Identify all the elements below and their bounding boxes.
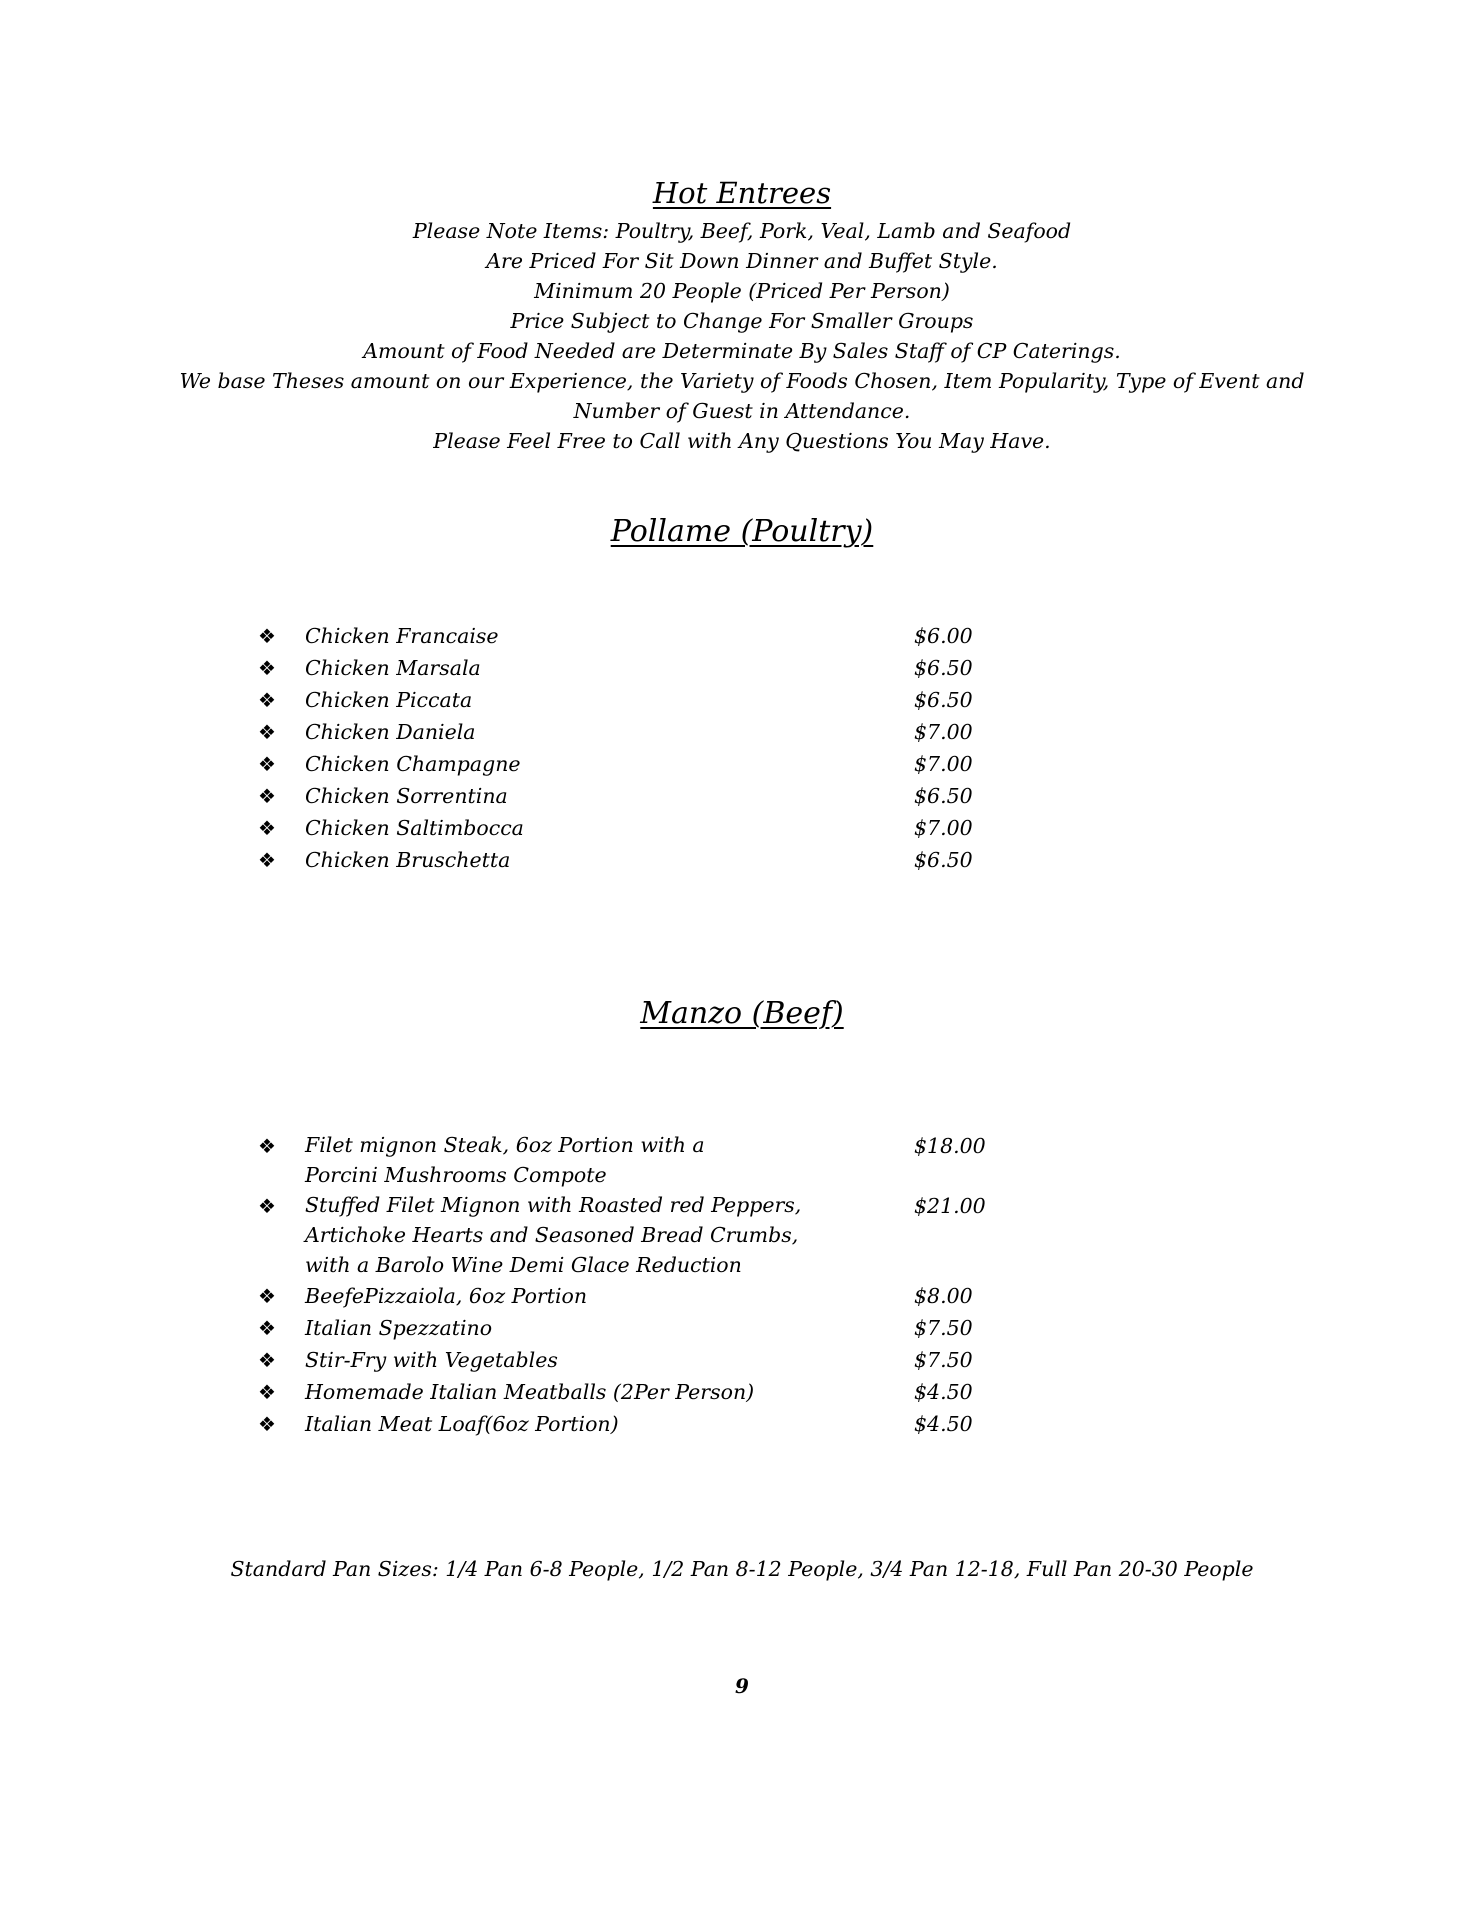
item-price: $4.50	[914, 1412, 973, 1436]
item-price: $7.00	[914, 720, 973, 744]
diamond-bullet-icon: ❖	[258, 784, 276, 808]
list-item	[0, 1280, 1484, 1312]
list-item	[0, 652, 1484, 684]
item-name: Chicken Champagne	[305, 752, 521, 776]
note-line: Please Note Items: Poultry, Beef, Pork, Veal, Lamb and Seafood	[412, 219, 1072, 243]
diamond-bullet-icon: ❖	[258, 1316, 276, 1340]
poultry-section-title: Pollame (Poultry)	[610, 514, 874, 549]
item-price: $18.00	[914, 1134, 986, 1158]
list-item	[0, 1312, 1484, 1344]
item-price: $7.50	[914, 1348, 973, 1372]
diamond-bullet-icon: ❖	[258, 1412, 276, 1436]
diamond-bullet-icon: ❖	[258, 816, 276, 840]
list-item	[0, 1344, 1484, 1376]
diamond-bullet-icon: ❖	[258, 752, 276, 776]
item-price: $6.50	[914, 688, 973, 712]
page-title: Hot Entrees	[652, 176, 832, 210]
diamond-bullet-icon: ❖	[258, 624, 276, 648]
diamond-bullet-icon: ❖	[258, 1194, 276, 1218]
item-name-line: Stuffed Filet Mignon with Roasted red Peppers,	[305, 1193, 802, 1217]
list-item	[0, 844, 1484, 876]
list-item	[0, 1190, 1484, 1280]
item-name: Chicken Bruschetta	[305, 848, 511, 872]
list-item	[0, 684, 1484, 716]
beef-list	[0, 1130, 1484, 1440]
diamond-bullet-icon: ❖	[258, 688, 276, 712]
item-name: Chicken Piccata	[305, 688, 473, 712]
note-line: Number of Guest in Attendance.	[573, 399, 911, 423]
diamond-bullet-icon: ❖	[258, 1348, 276, 1372]
poultry-list	[0, 620, 1484, 876]
item-price: $7.00	[914, 816, 973, 840]
item-name-line: Filet mignon Steak, 6oz Portion with a	[305, 1133, 705, 1157]
item-price: $6.50	[914, 784, 973, 808]
list-item	[0, 716, 1484, 748]
item-name: Chicken Saltimbocca	[305, 816, 524, 840]
beef-section-title: Manzo (Beef)	[640, 996, 844, 1031]
page-number: 9	[735, 1674, 749, 1698]
list-item	[0, 1376, 1484, 1408]
list-item	[0, 748, 1484, 780]
note-line: Are Priced For Sit Down Dinner and Buffet Style.	[486, 249, 998, 273]
note-line: We base Theses amount on our Experience, the Variety of Foods Chosen, Item Popularity, Type of Event and	[179, 369, 1305, 393]
item-price: $6.50	[914, 848, 973, 872]
list-item	[0, 812, 1484, 844]
item-name: Chicken Francaise	[305, 624, 499, 648]
pan-sizes-note: Standard Pan Sizes: 1/4 Pan 6-8 People, 1/2 Pan 8-12 People, 3/4 Pan 12-18, Full Pan 20-30 People	[230, 1557, 1254, 1581]
item-name: Chicken Daniela	[305, 720, 476, 744]
note-line: Amount of Food Needed are Determinate By Sales Staff of CP Caterings.	[363, 339, 1121, 363]
diamond-bullet-icon: ❖	[258, 656, 276, 680]
item-name: BeefePizzaiola, 6oz Portion	[305, 1284, 588, 1308]
diamond-bullet-icon: ❖	[258, 1134, 276, 1158]
item-name-line: Artichoke Hearts and Seasoned Bread Crumbs,	[305, 1223, 799, 1247]
item-name: Chicken Sorrentina	[305, 784, 508, 808]
item-name: Italian Meat Loaf(6oz Portion)	[305, 1412, 619, 1436]
diamond-bullet-icon: ❖	[258, 1380, 276, 1404]
item-name: Chicken Marsala	[305, 656, 481, 680]
note-line: Minimum 20 People (Priced Per Person)	[534, 279, 950, 303]
item-price: $6.00	[914, 624, 973, 648]
item-price: $7.50	[914, 1316, 973, 1340]
list-item	[0, 1130, 1484, 1190]
item-price: $7.00	[914, 752, 973, 776]
item-name: Homemade Italian Meatballs (2Per Person)	[305, 1380, 755, 1404]
list-item	[0, 780, 1484, 812]
list-item	[0, 620, 1484, 652]
item-name: Italian Spezzatino	[305, 1316, 493, 1340]
diamond-bullet-icon: ❖	[258, 720, 276, 744]
pricing-notes	[0, 216, 1484, 456]
item-price: $8.00	[914, 1284, 973, 1308]
item-price: $6.50	[914, 656, 973, 680]
diamond-bullet-icon: ❖	[258, 1284, 276, 1308]
item-price: $4.50	[914, 1380, 973, 1404]
item-price: $21.00	[914, 1194, 986, 1218]
item-name-line: with a Barolo Wine Demi Glace Reduction	[305, 1253, 742, 1277]
list-item	[0, 1408, 1484, 1440]
item-name: Stir-Fry with Vegetables	[305, 1348, 558, 1372]
item-name-line: Porcini Mushrooms Compote	[305, 1163, 607, 1187]
note-line: Please Feel Free to Call with Any Questions You May Have.	[433, 429, 1051, 453]
diamond-bullet-icon: ❖	[258, 848, 276, 872]
note-line: Price Subject to Change For Smaller Groups	[510, 309, 974, 333]
